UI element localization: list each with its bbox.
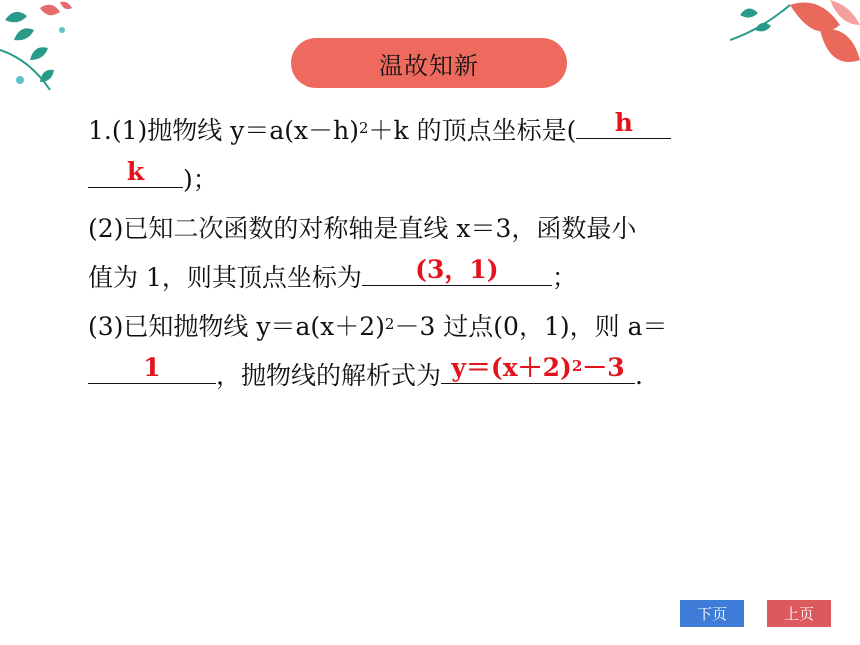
answer-a: 1 <box>143 353 161 382</box>
problem-2-line-2 <box>88 253 788 302</box>
superscript: 2 <box>384 315 395 333</box>
answer-blank-vertex <box>362 255 552 286</box>
text: ； <box>551 263 577 292</box>
section-title: 温故知新 <box>379 51 479 80</box>
answer-blank-h <box>576 108 671 139</box>
problem-content <box>88 106 788 400</box>
text: ＋k 的顶点坐标是( <box>368 116 577 145</box>
text: . <box>635 361 643 390</box>
eq-superscript: 2 <box>571 357 583 375</box>
problem-1-line-1 <box>88 106 788 155</box>
problem-3-line-2 <box>88 351 788 400</box>
text: 1.(1)抛物线 y＝a(x－h) <box>88 116 359 145</box>
eq-part: y＝(x＋2) <box>451 353 572 382</box>
answer-vertex: (3，1) <box>415 255 499 284</box>
leaf-decoration-right <box>730 0 860 80</box>
eq-part: －3 <box>582 353 625 382</box>
text: ，抛物线的解析式为 <box>216 361 442 390</box>
answer-k: k <box>126 157 145 186</box>
answer-blank-a <box>88 353 216 384</box>
problem-1-line-2 <box>88 155 788 204</box>
problem-3-line-1 <box>88 302 788 351</box>
problem-2-line-1 <box>88 204 788 253</box>
next-page-button[interactable]: 下页 <box>680 600 744 627</box>
text: )； <box>183 165 218 194</box>
leaf-decoration-left <box>0 0 110 110</box>
answer-h: h <box>614 108 633 137</box>
superscript: 2 <box>358 119 369 137</box>
answer-equation <box>441 355 635 381</box>
text: (2)已知二次函数的对称轴是直线 x＝3，函数最小 <box>88 214 637 243</box>
section-title-pill <box>291 38 567 88</box>
answer-blank-equation <box>441 353 635 384</box>
text: －3 过点(0，1)，则 a＝ <box>394 312 668 341</box>
previous-page-button[interactable]: 上页 <box>767 600 831 627</box>
answer-blank-k <box>88 157 183 188</box>
text: 值为 1，则其顶点坐标为 <box>88 263 362 292</box>
text: (3)已知抛物线 y＝a(x＋2) <box>88 312 385 341</box>
